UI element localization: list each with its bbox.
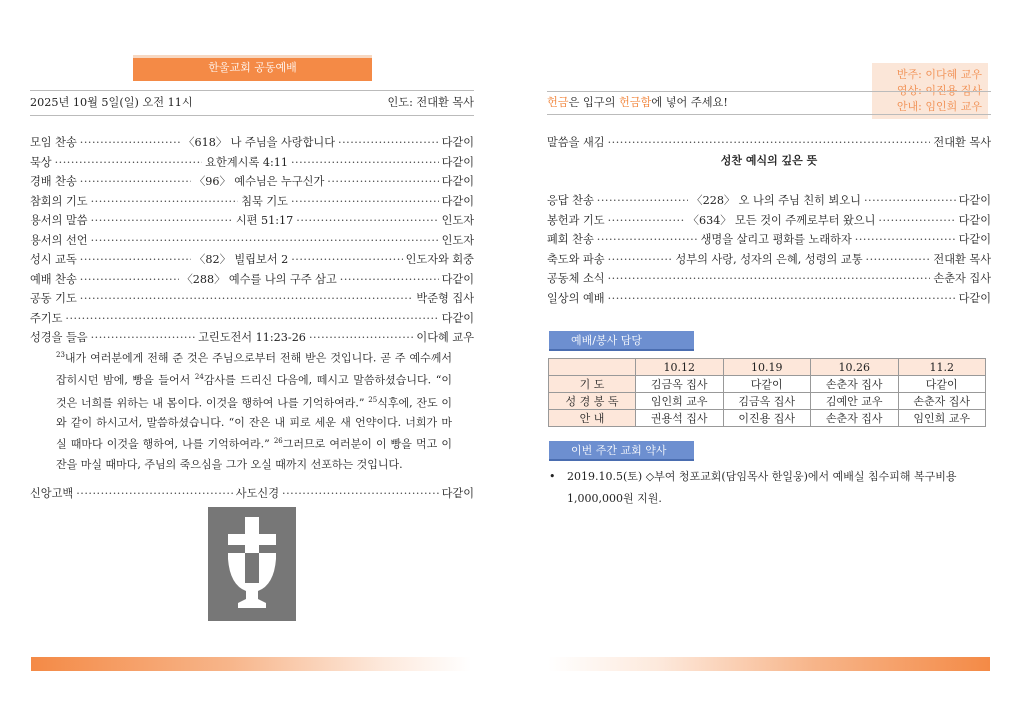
order-item: 〈228〉 오 나의 주님 친히 뵈오니 xyxy=(691,194,861,207)
verse-text: 내가 여러분에게 전해 준 것은 주님으로부터 전해 받은 것입니다. 곧 주 예수께서 잡히시던 밤에, 빵을 들어서 xyxy=(56,351,452,387)
offering-notice xyxy=(547,91,991,115)
order-label: 축도와 파송 xyxy=(547,252,605,266)
offering-word: 헌금 xyxy=(547,96,569,109)
duty-cell: 손춘자 집사 xyxy=(811,376,899,393)
order-leader: 다같이 xyxy=(958,233,992,246)
order-label: 주기도 xyxy=(30,311,63,325)
verse-number: 24 xyxy=(194,373,204,382)
order-row xyxy=(30,328,474,348)
duty-table xyxy=(548,358,986,427)
order-leader: 박준형 집사 xyxy=(416,292,474,305)
order-row xyxy=(547,289,991,309)
order-item: 시편 51:17 xyxy=(235,214,294,227)
order-leader: 다같이 xyxy=(441,311,474,325)
bullet-icon: • xyxy=(549,470,556,483)
order-row xyxy=(30,250,474,270)
order-label: 예배 찬송 xyxy=(30,272,77,286)
verse-text: 그러므로 여러분이 이 빵을 먹고 이 잔을 마실 때마다, 주님의 죽으심을 그가 오실 때까지 선포하는 것입니다. xyxy=(56,438,452,471)
order-row xyxy=(30,270,474,290)
order-leader: 다같이 xyxy=(441,194,474,208)
order-leader: 다같이 xyxy=(441,155,475,169)
service-leader: 인도: 전대환 목사 xyxy=(387,96,474,109)
duty-cell: 손춘자 집사 xyxy=(898,393,986,410)
order-label: 용서의 선언 xyxy=(30,233,88,247)
duty-cell: 다같이 xyxy=(898,376,986,393)
duty-role: 성 경 봉 독 xyxy=(549,393,636,410)
duty-section-title: 예배/봉사 담당 xyxy=(549,331,694,351)
verse-text: 감사를 드리신 다음에, 떼시고 말씀하셨습니다. “이것은 너희를 위하는 내 몸이다. 이것을 행하여 나를 기억하여라.” xyxy=(56,373,452,410)
footer-band-left xyxy=(31,657,471,671)
order-label: 묵상 xyxy=(30,155,52,169)
order-leader: 다같이 xyxy=(958,291,991,305)
order-leader: 전대환 목사 xyxy=(933,136,991,149)
order-leader: 전대환 목사 xyxy=(933,252,992,266)
order-row xyxy=(30,289,474,309)
closing-order xyxy=(547,191,991,308)
order-label: 공동체 소식 xyxy=(547,272,605,285)
service-date-row xyxy=(30,90,474,116)
staff-line: 반주: 이다혜 교우 xyxy=(896,68,982,81)
order-row xyxy=(30,192,474,212)
order-item: 〈288〉 예수를 나의 구주 삼고 xyxy=(181,272,337,286)
order-row xyxy=(30,309,474,329)
order-item: 고린도전서 11:23-26 xyxy=(198,331,306,344)
order-item: 침묵 기도 xyxy=(241,194,288,208)
order-label: 말씀을 새김 xyxy=(547,136,605,149)
offering-box-word: 헌금함 xyxy=(618,96,652,109)
news-section-title: 이번 주간 교회 약사 xyxy=(549,441,694,461)
sermon-row-wrap xyxy=(547,133,991,153)
order-label: 응답 찬송 xyxy=(547,194,594,207)
order-label: 일상의 예배 xyxy=(547,291,605,305)
duty-cell: 김금옥 집사 xyxy=(723,393,811,410)
order-label: 성시 교독 xyxy=(30,253,77,266)
order-item: 〈634〉 모든 것이 주께로부터 왔으니 xyxy=(687,213,876,227)
duty-row xyxy=(549,376,986,393)
duty-row xyxy=(549,410,986,427)
order-leader: 인도자 xyxy=(441,214,474,227)
order-leader: 손춘자 집사 xyxy=(933,272,991,285)
cross-chalice-icon xyxy=(208,507,296,621)
bulletin-title: 한울교회 공동예배 xyxy=(133,55,372,81)
order-row xyxy=(30,172,474,192)
order-label: 폐회 찬송 xyxy=(547,233,594,246)
scripture-text xyxy=(56,346,452,474)
verse-number: 26 xyxy=(273,437,283,446)
offering-text: 에 넣어 주세요! xyxy=(651,96,728,109)
order-item: 생명을 살리고 평화를 노래하자 xyxy=(700,233,852,246)
duty-cell: 김금옥 집사 xyxy=(636,376,724,393)
order-row xyxy=(547,133,991,153)
order-row xyxy=(30,133,474,153)
order-label: 봉헌과 기도 xyxy=(547,213,605,227)
verse-number: 25 xyxy=(368,395,378,404)
order-row xyxy=(547,230,991,250)
order-leader: 인도자와 회중 xyxy=(405,253,474,266)
duty-header-row xyxy=(549,359,986,376)
creed-row-wrap xyxy=(30,484,474,504)
order-leader: 다같이 xyxy=(441,175,474,188)
order-row xyxy=(30,231,474,251)
offering-text: 은 입구의 xyxy=(568,96,619,109)
order-label: 공동 기도 xyxy=(30,292,77,305)
order-item: 사도신경 xyxy=(235,487,280,500)
duty-cell: 임인희 교우 xyxy=(636,393,724,410)
duty-corner xyxy=(549,359,636,376)
duty-cell: 손춘자 집사 xyxy=(811,410,899,427)
duty-date: 11.2 xyxy=(898,359,986,376)
order-leader: 다같이 xyxy=(958,194,991,207)
duty-row xyxy=(549,393,986,410)
order-label: 모임 찬송 xyxy=(30,136,77,149)
order-leader: 다같이 xyxy=(441,487,475,500)
order-leader: 이다혜 교우 xyxy=(416,331,475,344)
sermon-title: 성찬 예식의 깊은 뜻 xyxy=(720,154,818,167)
order-label: 신앙고백 xyxy=(30,487,74,500)
duty-cell: 임인희 교우 xyxy=(898,410,986,427)
footer-band-right xyxy=(548,657,990,671)
staff-line: 안내: 임인희 교우 xyxy=(896,100,982,113)
order-label: 경배 찬송 xyxy=(30,175,77,188)
order-of-worship xyxy=(30,133,474,348)
news-list xyxy=(549,466,993,510)
order-item: 요한계시록 4:11 xyxy=(205,155,288,169)
duty-date: 10.26 xyxy=(811,359,899,376)
duty-cell: 김예안 교우 xyxy=(811,393,899,410)
order-label: 용서의 말씀 xyxy=(30,214,88,227)
order-row xyxy=(547,269,991,289)
order-item: 성부의 사랑, 성자의 은혜, 성령의 교통 xyxy=(675,252,863,266)
duty-date: 10.12 xyxy=(636,359,724,376)
duty-role: 기 도 xyxy=(549,376,636,393)
order-leader: 다같이 xyxy=(958,213,991,227)
order-item: 〈618〉 나 주님을 사랑합니다 xyxy=(183,136,336,149)
verse-text: 식후에, 잔도 이와 같이 하시고서, 말씀하셨습니다. “이 잔은 내 피로 세운 새 언약이다. 너희가 마실 때마다 이것을 행하여, 나를 기억하여라.” xyxy=(56,396,452,451)
order-row xyxy=(30,211,474,231)
order-leader: 다같이 xyxy=(441,136,475,149)
order-row xyxy=(30,484,474,504)
order-item: 〈82〉 빌립보서 2 xyxy=(194,253,289,266)
order-label: 참회의 기도 xyxy=(30,194,88,208)
staff-line: 영상: 이진용 집사 xyxy=(896,84,982,97)
service-date: 2025년 10월 5일(일) 오전 11시 xyxy=(30,96,193,109)
order-row xyxy=(547,191,991,211)
order-item: 〈96〉 예수님은 누구신가 xyxy=(194,175,325,188)
duty-cell: 이진용 집사 xyxy=(723,410,811,427)
duty-cell: 다같이 xyxy=(723,376,811,393)
order-leader: 인도자 xyxy=(441,233,474,247)
order-row xyxy=(30,153,474,173)
verse-number: 23 xyxy=(56,351,65,359)
duty-date: 10.19 xyxy=(723,359,811,376)
duty-role: 안 내 xyxy=(549,410,636,427)
duty-cell: 권용석 집사 xyxy=(636,410,724,427)
order-leader: 다같이 xyxy=(441,272,474,286)
order-row xyxy=(547,250,991,270)
order-row xyxy=(547,211,991,231)
order-label: 성경을 들음 xyxy=(30,331,88,344)
news-item: 2019.10.5(토) ◇부여 청포교회(담임목사 한일웅)에서 예배실 침수피해 복구비용 1,000,000원 지원. xyxy=(567,470,957,505)
